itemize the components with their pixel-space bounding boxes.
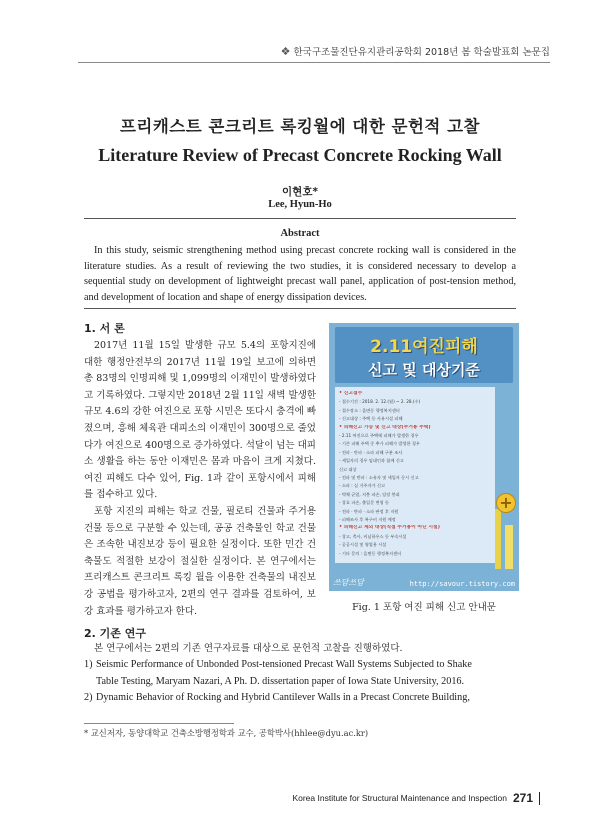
figure-notice-line: - 기타 문의 : 읍면동 행정복지센터 — [339, 550, 402, 556]
footer-divider — [539, 792, 540, 805]
figure-notice-line: • 피해신고 가능 및 신고 대상(주거용 주택) — [339, 424, 431, 430]
figure-notice-line: - 창호 파손, 출입문 변형 등 — [339, 500, 389, 506]
footnote-rule — [84, 723, 234, 724]
abstract-text: In this study, seismic strengthening method using precast concrete rocking wall is considered in the literature studies. As a result of reviewing the two studies, it is considered necessary to develop a sequential study on development of lightweight precast wall panel, application of post-tension method, and development of location and shape of energy dissipation devices. — [84, 245, 516, 303]
reference-number: 1) — [84, 659, 93, 670]
figure-notice-line: - 세입자의 경우 임대인과 함께 신고 — [339, 458, 404, 464]
footer-org: Korea Institute for Structural Maintenance and Inspection — [292, 793, 507, 803]
figure-notice-line: • 피해신고 제외 대상(직접 주거용이 아닌 시설) — [339, 525, 440, 531]
figure-notice-line: - 피해조사 후 복구비 지원 예정 — [339, 517, 396, 522]
abstract-top-rule — [84, 218, 516, 219]
title-korean: 프리캐스트 콘크리트 록킹월에 대한 문헌적 고찰 — [119, 117, 480, 136]
page-number: 271 — [512, 791, 533, 805]
figure-1-caption: Fig. 1 포항 여진 피해 신고 안내문 — [352, 602, 496, 613]
figure-banner-line2: 신고 및 대상기준 — [368, 361, 480, 379]
abstract-bottom-rule — [84, 308, 516, 309]
figure-notice-line: - 소파 : 실 거주자가 신고 — [339, 483, 385, 489]
figure-1-image — [329, 323, 519, 591]
figure-notice-line: - 기존 피해 주택 중 추가 피해가 발생한 경우 — [339, 441, 420, 447]
running-header-text: 한국구조물진단유지관리공학회 2018년 봄 학술발표회 논문집 — [293, 47, 550, 58]
bullet-mark-icon: ❖ — [280, 44, 291, 58]
figure-notice-line: - 창고, 축사, 비닐하우스 등 부속시설 — [339, 533, 407, 539]
reference-item — [84, 690, 516, 707]
figure-notice-line: - 전파 · 반파 · 소파 판정 후 지원 — [339, 508, 399, 514]
figure-watermark-url: http://savour.tistory.com — [409, 580, 515, 588]
figure-notice-line: - 벽체 균열, 지붕 파손, 담장 붕괴 — [339, 491, 400, 497]
reference-text-line2: Table Testing, Maryam Nazari, A Ph. D. dissertation paper of Iowa State University, 2016. — [96, 675, 465, 687]
figure-notice-panel — [335, 387, 495, 563]
figure-banner-line1: 2.11여진피해 — [370, 337, 478, 357]
plus-icon: + — [496, 493, 516, 513]
figure-tower-graphic — [495, 509, 501, 569]
section2-heading: 2. 기존 연구 — [84, 627, 146, 640]
figure-notice-line: • 신고접수 — [339, 391, 363, 396]
figure-notice-line: - 신고대상 : 주택 등 사유시설 피해 — [339, 416, 403, 422]
figure-notice-line: - 접수장소 : 읍면동 행정복지센터 — [339, 407, 400, 413]
figure-banner — [335, 327, 513, 383]
reference-item — [84, 657, 516, 690]
figure-tower-graphic — [505, 525, 513, 569]
figure-notice-line: - 전파 · 반파 · 소파 피해 구분 조사 — [339, 449, 403, 455]
section1-paragraph-1: 2017년 11월 15일 발생한 규모 5.4의 포항지진에 대한 행정안전부의 2017년 11월 19일 보고에 의하면 총 83명의 인명피해 및 1,099명의 이재민이 발생하였다고 기록하였다. 그렇지만 2018년 2월 11일 새벽 발생한 규모 4.6의 강한 여진으로 포항 시민은 또다시 충격에 빠졌으며, 흥해 체육관 대피소의 이재민이 300명으로 줄었다가 여진으로 400명으로 증가하였다. 석달이 넘는 대피소 생활을 하는 동안 이재민은 몸과 마음이 크게 지쳤다. 여진 피해도 다수 있어, Fig. 1과 같이 포항시에서 피해를 접수하고 있다. — [84, 340, 316, 501]
figure-notice-line: - 접수기간 : 2018. 2. 12.(월) ~ 2. 28.(수) — [339, 399, 421, 405]
section2-intro: 본 연구에서는 2편의 기존 연구자료를 대상으로 문헌적 고찰을 진행하였다. — [94, 643, 403, 654]
header-rule — [78, 62, 550, 63]
page-footer — [292, 791, 540, 805]
reference-text-line1: Dynamic Behavior of Rocking and Hybrid Cantilever Walls in a Precast Concrete Building, — [96, 692, 470, 703]
section1-heading: 1. 서 론 — [84, 322, 125, 335]
figure-notice-line: 신고 대상 — [339, 466, 357, 472]
section1-body — [84, 338, 316, 620]
footnote: * 교신저자, 동양대학교 건축소방행정학과 교수, 공학박사(hhlee@dyu.ac.kr) — [84, 728, 369, 738]
abstract-heading: Abstract — [280, 228, 320, 239]
figure-notice-line: - 2.11 여진으로 주택에 피해가 발생한 경우 — [339, 433, 419, 438]
figure-notice-line: - 공공시설 및 영업용 시설 — [339, 542, 387, 548]
reference-text-line1: Seismic Performance of Unbonded Post-tensioned Precast Wall Systems Subjected to Shake — [96, 659, 472, 670]
figure-notice-line: - 전파 및 반파 : 소유자 및 세입자 동시 신고 — [339, 475, 419, 480]
author-english: Lee, Hyun-Ho — [268, 199, 332, 210]
reference-number: 2) — [84, 692, 93, 703]
section1-paragraph-2: 포항 지진의 피해는 학교 건물, 필로티 건물과 주거용 건물 등으로 구분할 수 있는데, 공공 건축물인 학교 건물은 조속한 내진보강 등이 필요한 실정이다. 또한 민간 건축물도 적절한 보강이 절실한 실정이다. 본 연구에서는 프리캐스트 콘크리트 록킹 월을 이용한 건축물의 내진보강 공법을 평가하고자, 2편의 연구 결과를 검토하여, 보강 효과를 평가하고자 한다. — [84, 505, 316, 617]
author-korean: 이현호* — [282, 186, 318, 198]
figure-signature: 쓰담쓰담 — [333, 578, 364, 587]
title-english: Literature Review of Precast Concrete Rocking Wall — [98, 145, 502, 165]
running-header — [281, 44, 550, 58]
